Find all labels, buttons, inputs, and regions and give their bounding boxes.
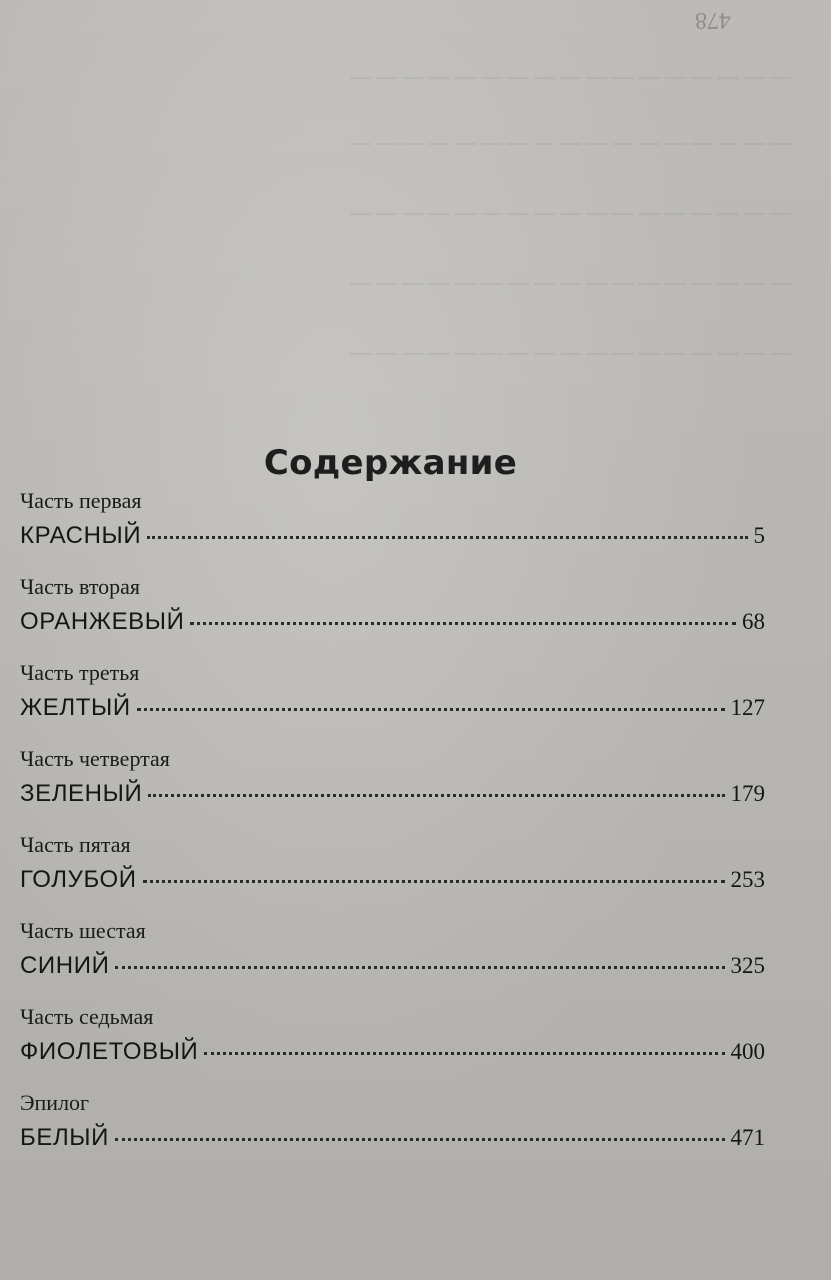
chapter-title: ЗЕЛЕНЫЙ: [20, 780, 143, 807]
toc-entry: [20, 746, 765, 832]
toc-line: [20, 952, 765, 980]
dot-leader: [190, 622, 736, 625]
dot-leader: [115, 1138, 724, 1141]
toc-entry: [20, 488, 765, 574]
page-number: 68: [742, 609, 765, 634]
toc-line: [20, 1038, 765, 1066]
dot-leader: [148, 794, 724, 797]
page-title: Содержание: [263, 442, 518, 483]
page-number: 400: [730, 1039, 765, 1064]
chapter-title: КРАСНЫЙ: [20, 522, 142, 549]
page-number: 127: [730, 695, 765, 720]
toc-entry: [20, 1090, 765, 1176]
chapter-title: ЖЕЛТЫЙ: [20, 694, 131, 721]
chapter-title: СИНИЙ: [20, 952, 110, 979]
toc-line: [20, 866, 765, 894]
page-number: 179: [730, 781, 765, 806]
book-page: 478 — — — — — — — — — — — — — — — — — — — — — — — — — — — — — — — — — — — — — — — — — — — — — — — — — — — — — — — — — — — — — — — — — — — — — — — — — — — — — — — — — — — — — Содержание Часть первая КРАСНЫЙ 5 Часть вторая ОРАНЖЕВЫЙ 68 Часть третья ЖЕЛТЫЙ 127 Часть четвертая ЗЕЛЕНЫЙ 179 Часть пятая ГОЛУБОЙ 253 Часть шестая СИНИЙ 325 Часть седьмая ФИОЛЕТОВЫЙ 400 Эпилог БЕЛЫЙ 471: [0, 0, 831, 1280]
toc-entry: [20, 832, 765, 918]
toc-entry: [20, 660, 765, 746]
toc-line: [20, 694, 765, 722]
dot-leader: [204, 1052, 724, 1055]
toc-entry: [20, 1004, 765, 1090]
chapter-title: БЕЛЫЙ: [20, 1124, 110, 1151]
part-label: Часть шестая: [20, 918, 146, 943]
dot-leader: [137, 708, 725, 711]
part-label: Часть седьмая: [20, 1004, 154, 1029]
toc-line: [20, 780, 765, 808]
table-of-contents: [20, 488, 765, 1176]
part-label: Часть пятая: [20, 832, 131, 857]
toc-line: [20, 1124, 765, 1152]
page-number: 471: [730, 1125, 765, 1150]
toc-line: [20, 608, 765, 636]
part-label: Эпилог: [20, 1090, 90, 1115]
chapter-title: ФИОЛЕТОВЫЙ: [20, 1038, 199, 1065]
chapter-title: ОРАНЖЕВЫЙ: [20, 608, 185, 635]
chapter-title: ГОЛУБОЙ: [20, 866, 137, 893]
dot-leader: [147, 536, 747, 539]
toc-entry: [20, 918, 765, 1004]
part-label: Часть первая: [20, 488, 142, 513]
show-through-page-number: 478: [695, 7, 731, 33]
toc-entry: [20, 574, 765, 660]
part-label: Часть вторая: [20, 574, 141, 599]
page-number: 5: [753, 523, 765, 548]
page-number: 325: [730, 953, 765, 978]
toc-line: [20, 522, 765, 550]
dot-leader: [115, 966, 724, 969]
dot-leader: [143, 880, 725, 883]
part-label: Часть третья: [20, 660, 140, 685]
page-number: 253: [730, 867, 765, 892]
part-label: Часть четвертая: [20, 746, 170, 771]
